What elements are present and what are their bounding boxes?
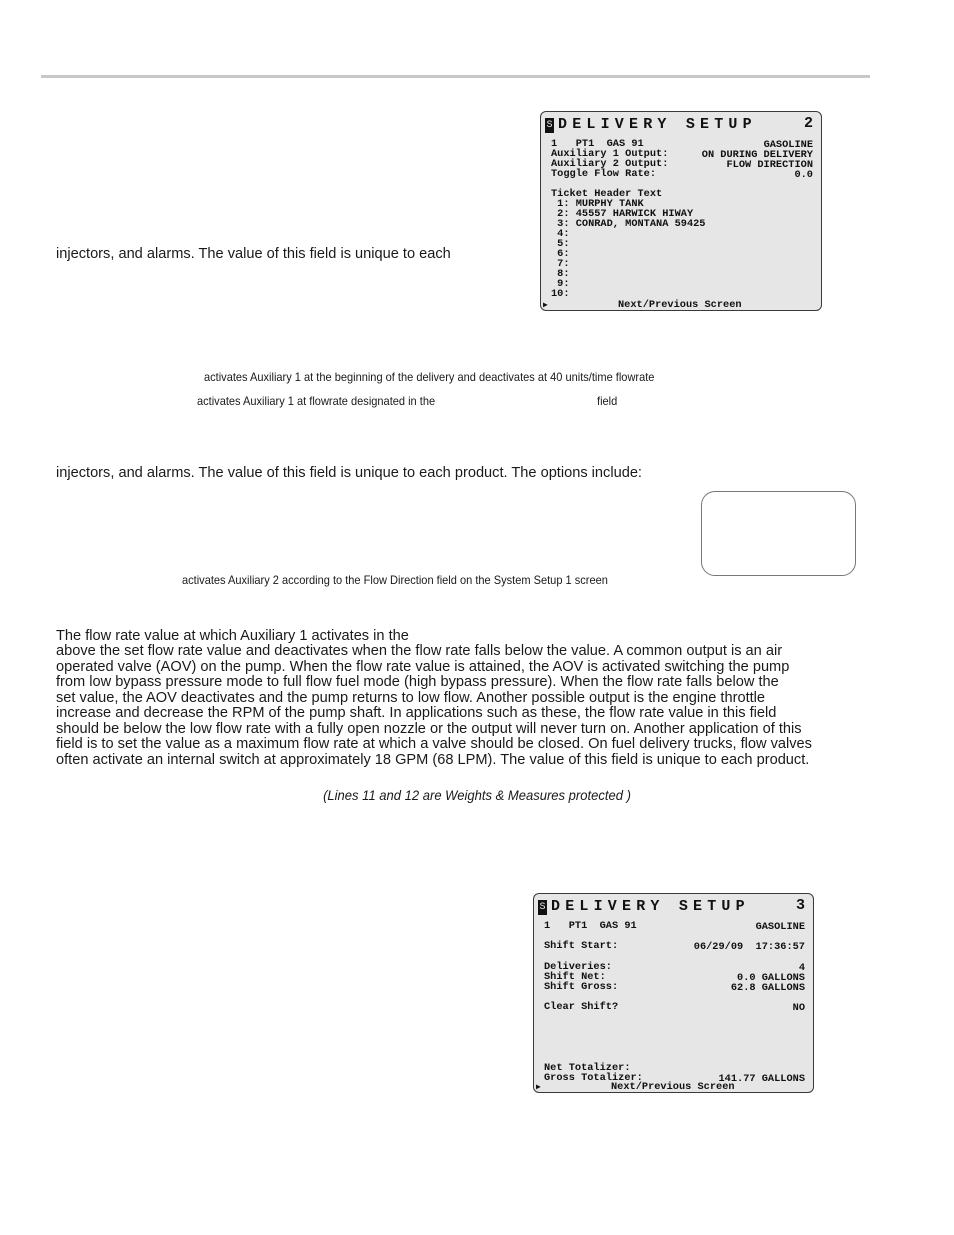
- toggle-value: 0.0: [794, 169, 813, 181]
- product-type: GASOLINE: [763, 139, 813, 151]
- ticket-line: 8:: [551, 268, 570, 280]
- gross-totalizer-value: 141.77 GALLONS: [718, 1073, 805, 1085]
- paragraph-line: often activate an internal switch at approximately 18 GPM (68 LPM). The value of this field is unique to each product.: [56, 751, 810, 768]
- triangle-right-icon: ▶: [543, 301, 548, 310]
- product-type: GASOLINE: [755, 921, 805, 933]
- lcd-delivery-setup-2: [540, 111, 822, 311]
- net-totalizer-label: Net Totalizer:: [544, 1062, 631, 1074]
- ticket-header-label: Ticket Header Text: [551, 188, 663, 200]
- lcd-delivery-setup-3: [533, 893, 814, 1093]
- product-line: 1 PT1 GAS 91: [544, 920, 637, 932]
- screen-footer: Next/Previous Screen: [618, 299, 742, 311]
- shift-gross-value: 62.8 GALLONS: [730, 982, 805, 994]
- option-aux1-flowrate: activates Auxiliary 1 at flowrate designated in the: [197, 394, 436, 408]
- paragraph-line: from low bypass pressure mode to full flow fuel mode (high bypass pressure). When the flow rate falls below the: [56, 674, 779, 691]
- cursor-icon: S: [539, 902, 546, 913]
- triangle-right-icon: ▶: [536, 1083, 541, 1092]
- option-aux2-flow-direction: activates Auxiliary 2 according to the Flow Direction field on the System Setup 1 screen: [182, 573, 608, 587]
- product-line: 1 PT1 GAS 91: [551, 138, 644, 150]
- aux2-label: Auxiliary 2 Output:: [551, 158, 669, 170]
- ticket-line: 9:: [551, 278, 570, 290]
- shift-start-value: 06/29/09 17:36:57: [693, 941, 805, 953]
- paragraph-line: should be below the low flow rate with a fully open nozzle or the output will never turn on. Another application of this: [56, 720, 802, 737]
- paragraph-line: operated valve (AOV) on the pump. When the flow rate value is attained, the AOV is activated switching the pump: [56, 658, 790, 675]
- paragraph-line: The flow rate value at which Auxiliary 1 activates in the: [56, 628, 409, 644]
- blank-screen-box: [701, 491, 856, 576]
- aux1-label: Auxiliary 1 Output:: [551, 148, 669, 160]
- ticket-line: 3: CONRAD, MONTANA 59425: [551, 218, 706, 230]
- flow-rate-paragraph: [56, 629, 876, 768]
- screen-title: DELIVERY SETUP: [558, 116, 757, 133]
- text-line-2: injectors, and alarms. The value of this field is unique to each product. The options include:: [56, 465, 642, 481]
- deliveries-value: 4: [798, 962, 805, 974]
- deliveries-label: Deliveries:: [544, 961, 612, 973]
- text-line-1: injectors, and alarms. The value of this field is unique to each: [56, 246, 451, 262]
- screen-title: DELIVERY SETUP: [551, 898, 750, 915]
- paragraph-line: set value, the AOV deactivates and the pump returns to low flow. Another possible output is the engine throttle: [56, 689, 766, 706]
- gross-totalizer-label: Gross Totalizer:: [544, 1072, 643, 1084]
- option-aux1-on-delivery: activates Auxiliary 1 at the beginning of the delivery and deactivates at 40 units/time flowrate: [204, 370, 655, 384]
- paragraph-line: above the set flow rate value and deactivates when the flow rate falls below the value. A common output is an air: [56, 643, 783, 660]
- aux1-value: ON DURING DELIVERY: [701, 149, 813, 161]
- clear-shift-value: NO: [792, 1002, 805, 1014]
- protected-note: (Lines 11 and 12 are Weights & Measures protected ): [323, 787, 631, 803]
- ticket-line: 6:: [551, 248, 570, 260]
- ticket-line: 7:: [551, 258, 570, 270]
- ticket-line: 4:: [551, 228, 570, 240]
- screen-page-number: 3: [795, 897, 805, 914]
- paragraph-line: field is to set the value as a maximum flow rate at which a valve should be closed. On fuel delivery trucks, flow valves: [56, 736, 812, 753]
- shift-net-label: Shift Net:: [544, 971, 606, 983]
- header-rule: [41, 75, 870, 78]
- ticket-line: 5:: [551, 238, 570, 250]
- option-aux1-flowrate-field: field: [597, 394, 618, 408]
- screen-page-number: 2: [803, 115, 813, 132]
- aux2-value: FLOW DIRECTION: [726, 159, 813, 171]
- screen-footer: Next/Previous Screen: [611, 1081, 735, 1093]
- clear-shift-label: Clear Shift?: [544, 1001, 619, 1013]
- shift-start-label: Shift Start:: [544, 940, 619, 952]
- ticket-line: 10:: [551, 288, 570, 300]
- shift-net-value: 0.0 GALLONS: [737, 972, 805, 984]
- toggle-label: Toggle Flow Rate:: [551, 168, 657, 180]
- cursor-icon: S: [546, 120, 553, 131]
- shift-gross-label: Shift Gross:: [544, 981, 619, 993]
- ticket-line: 1: MURPHY TANK: [551, 198, 644, 210]
- ticket-line: 2: 45557 HARWICK HIWAY: [551, 208, 694, 220]
- paragraph-line: increase and decrease the RPM of the pump shaft. In applications such as these, the flow rate value in this field: [56, 705, 777, 722]
